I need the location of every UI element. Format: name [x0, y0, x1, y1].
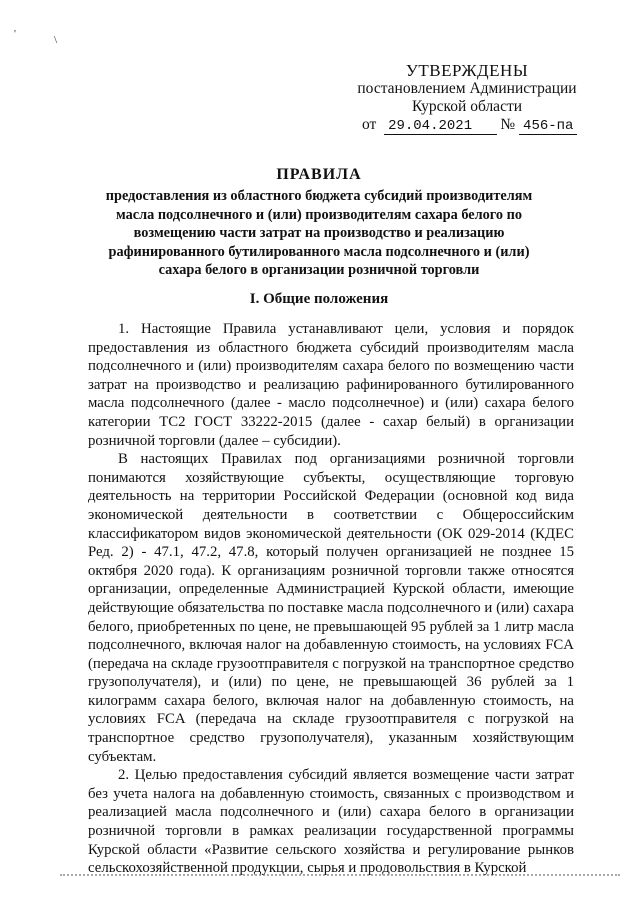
- approval-line-1: постановлением Администрации: [357, 80, 577, 97]
- document-title-block: [80, 165, 558, 280]
- scan-mark: \: [54, 34, 58, 46]
- subtitle-line: масла подсолнечного и (или) производителям сахара белого по: [115, 206, 523, 223]
- approval-date: 29.04.2021: [384, 118, 476, 135]
- approval-title: УТВЕРЖДЕНЫ: [405, 61, 529, 80]
- paragraph: 1. Настоящие Правила устанавливают цели, условия и порядок предоставления из областного бюджета субсидий производителям масла подсолнечного и (или) производителям сахара белого по возмещению части затрат на производство и реализацию рафинированного бутилированного масла подсолнечного (далее - масло подсолнечное) и (или) сахара белого категории ТС2 ГОСТ 33222-2015 (далее - сахар белый) в организации розничной торговли (далее – субсидии).: [88, 321, 574, 449]
- approval-block: [352, 62, 582, 135]
- document-title: ПРАВИЛА: [276, 166, 362, 183]
- document-body: [88, 320, 574, 878]
- scan-mark: ': [14, 28, 16, 40]
- subtitle-line: предоставления из областного бюджета субсидий производителям: [105, 188, 533, 204]
- date-prefix: от: [362, 116, 377, 133]
- number-prefix: №: [500, 116, 516, 133]
- section-heading: I. Общие положения: [249, 291, 389, 307]
- document-subtitle: [80, 187, 558, 280]
- approval-number: 456-па: [519, 118, 577, 135]
- subtitle-line: рафинированного бутилированного масла подсолнечного и (или): [108, 243, 530, 260]
- subtitle-line: возмещению части затрат на производство и реализацию: [133, 225, 505, 242]
- approval-line-2: Курской области: [411, 98, 523, 115]
- approval-date-line: [352, 116, 582, 135]
- paragraph: 2. Целью предоставления субсидий является возмещение части затрат без учета налога на добавленную стоимость, связанных с производством и реализацией масла подсолнечного и (или) сахара белого в организации розничной торговли в рамках реализации государственной программы Курской области «Развитие сельского хозяйства и регулирование рынков сельскохозяйственной продукции, сырья и продовольствия в Курской: [88, 767, 574, 877]
- scan-border-dots: [60, 874, 620, 876]
- subtitle-line: сахара белого в организации розничной торговли: [158, 262, 480, 279]
- paragraph: В настоящих Правилах под организациями розничной торговли понимаются хозяйствующие субъекты, осуществляющие торговую деятельность на территории Российской Федерации (основной код вида экономической деятельности в соответствии с Общероссийским классификатором видов экономической деятельности (ОК 029-2014 (КДЕС Ред. 2) - 47.1, 47.2, 47.8, который получен организацией не позднее 15 октября 2020 года). К организациям розничной торговли также относятся организации, определенные Администрацией Курской области, имеющие действующие обязательства по поставке масла подсолнечного и (или) сахара белого, приобретенных по цене, не превышающей 95 рублей за 1 литр масла подсолнечного, включая налог на добавленную стоимость, на условиях FCA (передача на складе грузоотправителя с погрузкой на транспортное средство грузополучателя), и (или) по цене, не превышающей 36 рублей за 1 килограмм сахара белого, включая налог на добавленную стоимость, на условиях FCA (передача на складе грузоотправителя с погрузкой на транспортное средство грузополучателя), указанным хозяйствующим субъектам.: [88, 451, 574, 765]
